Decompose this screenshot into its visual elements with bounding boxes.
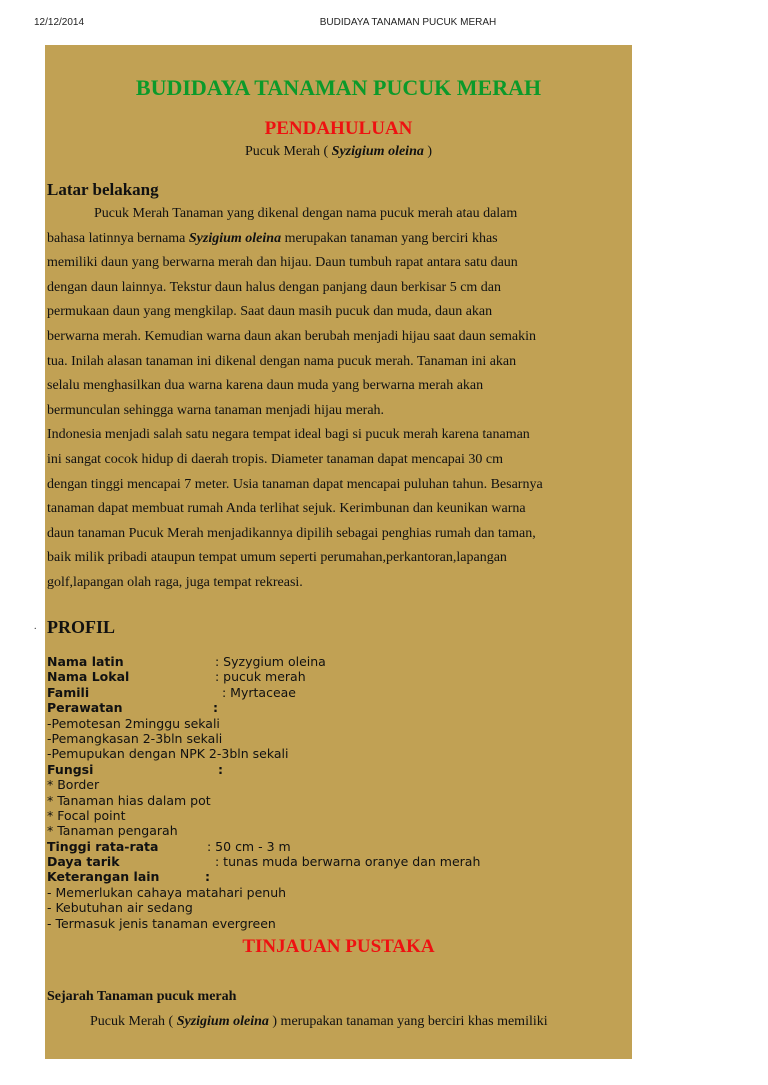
latar-line-rest: merupakan tanaman yang berciri khas — [281, 230, 498, 246]
subtitle-post: ) — [423, 144, 433, 159]
profile-row — [47, 854, 481, 870]
profile-row — [47, 746, 288, 761]
header-date: 12/12/2014 — [34, 17, 85, 28]
latar-line: Pucuk Merah Tanaman yang dikenal dengan nama pucuk merah atau dalam — [94, 206, 518, 221]
document-page — [45, 45, 632, 1059]
profile-key: Fungsi — [47, 761, 94, 777]
profile-row — [47, 731, 288, 746]
section-heading-tinjauan: TINJAUAN PUSTAKA — [242, 936, 435, 957]
profile-row — [47, 716, 288, 731]
profile-value: : Myrtaceae — [222, 684, 296, 700]
latar-line: ini sangat cocok hidup di daerah tropis. Diameter tanaman dapat mencapai 30 cm — [47, 451, 504, 467]
sejarah-species: Syzigium oleina — [176, 1014, 269, 1029]
latar-line: golf,lapangan olah raga, juga tempat rekreasi. — [47, 574, 303, 590]
subtitle-species: Syzigium oleina — [331, 144, 424, 159]
latar-line: tua. Inilah alasan tanaman ini dikenal dengan nama pucuk merah. Tanaman ini akan — [47, 353, 517, 369]
sejarah-heading: Sejarah Tanaman pucuk merah — [47, 989, 237, 1004]
latar-line: dengan daun lainnya. Tekstur daun halus dengan panjang daun berkisar 5 cm dan — [47, 279, 502, 295]
profile-row — [47, 916, 288, 931]
profil-heading: PROFIL — [47, 617, 116, 637]
subtitle-pre: Pucuk Merah ( — [244, 144, 332, 159]
profile-value: : — [213, 700, 218, 716]
latar-species: Syzigium oleina — [188, 230, 282, 246]
profile-row — [47, 654, 326, 669]
profile-row — [47, 793, 288, 808]
profile-key: Tinggi rata-rata — [47, 838, 159, 854]
latar-line-text: bahasa latinnya bernama — [47, 230, 189, 246]
profile-list — [47, 654, 481, 931]
latar-line: permukaan daun yang mengkilap. Saat daun masih pucuk dan muda, daun akan — [47, 304, 493, 320]
profile-value: : tunas muda berwarna oranye dan merah — [215, 854, 481, 870]
profile-key: Keterangan lain — [47, 869, 160, 885]
profile-row — [47, 885, 288, 900]
profile-row — [47, 808, 288, 823]
profile-value: - Kebutuhan air sedang — [47, 900, 193, 916]
sejarah-text-post: ) merupakan tanaman yang berciri khas memiliki — [268, 1014, 548, 1029]
profile-value: : 50 cm - 3 m — [207, 838, 291, 854]
latar-line: memiliki daun yang berwarna merah dan hijau. Daun tumbuh rapat antara satu daun — [47, 255, 518, 271]
profile-value: * Focal point — [47, 807, 126, 823]
profile-value: : pucuk merah — [215, 669, 306, 685]
section-heading-pendahuluan: PENDAHULUAN — [264, 118, 413, 139]
profile-value: -Pemotesan 2minggu sekali — [47, 715, 220, 731]
latar-line: baik milik pribadi ataupun tempat umum seperti perumahan,perkantoran,lapangan — [47, 550, 507, 566]
profile-value: * Border — [47, 777, 100, 793]
profile-row — [47, 700, 288, 715]
profile-key: Famili — [47, 684, 90, 700]
profile-value: - Termasuk jenis tanaman evergreen — [47, 915, 276, 931]
profile-value: - Memerlukan cahaya matahari penuh — [47, 884, 287, 900]
latar-line: bermunculan sehingga warna tanaman menjadi hijau merah. — [47, 402, 385, 418]
latar-paragraph — [47, 202, 543, 596]
profile-value: : Syzygium oleina — [215, 654, 326, 669]
profile-row — [47, 869, 288, 884]
latar-line: daun tanaman Pucuk Merah menjadikannya dipilih sebagai penghias rumah dan taman, — [47, 525, 536, 541]
latar-line: dengan tinggi mencapai 7 meter. Usia tanaman dapat mencapai puluhan tahun. Besarnya — [47, 476, 543, 492]
profile-row — [47, 900, 288, 915]
latar-heading: Latar belakang — [47, 180, 159, 199]
latar-line: tanaman dapat membuat rumah Anda terlihat sejuk. Kerimbunan dan keunikan warna — [47, 501, 526, 517]
profile-key: Perawatan — [47, 700, 123, 716]
profile-row — [47, 838, 291, 854]
latar-line: selalu menghasilkan dua warna karena daun muda yang berwarna merah akan — [47, 378, 484, 394]
profile-row — [47, 762, 288, 777]
profile-value: : — [218, 761, 223, 777]
profile-key: Nama latin — [47, 654, 124, 669]
profile-key: Nama Lokal — [47, 669, 130, 685]
latar-line — [47, 227, 543, 252]
profile-row — [47, 669, 306, 685]
profile-row — [47, 684, 296, 700]
sejarah-text-pre: Pucuk Merah ( — [90, 1014, 177, 1029]
profile-value: -Pemupukan dengan NPK 2-3bln sekali — [47, 746, 289, 762]
profile-value: -Pemangkasan 2-3bln sekali — [47, 730, 223, 746]
profile-row — [47, 823, 288, 838]
stray-mark: . — [34, 621, 37, 632]
profile-value: * Tanaman hias dalam pot — [47, 792, 211, 808]
profile-row — [47, 777, 288, 792]
document-title: BUDIDAYA TANAMAN PUCUK MERAH — [135, 75, 542, 100]
profile-key: Daya tarik — [47, 854, 120, 870]
sejarah-paragraph — [90, 1014, 548, 1030]
profile-value: : — [205, 869, 210, 885]
profile-value: * Tanaman pengarah — [47, 823, 178, 839]
latar-line: Indonesia menjadi salah satu negara tempat ideal bagi si pucuk merah karena tanaman — [47, 427, 530, 443]
header-title: BUDIDAYA TANAMAN PUCUK MERAH — [319, 17, 497, 28]
subtitle — [45, 144, 632, 160]
latar-line: berwarna merah. Kemudian warna daun akan berubah menjadi hijau saat daun semakin — [47, 328, 537, 344]
